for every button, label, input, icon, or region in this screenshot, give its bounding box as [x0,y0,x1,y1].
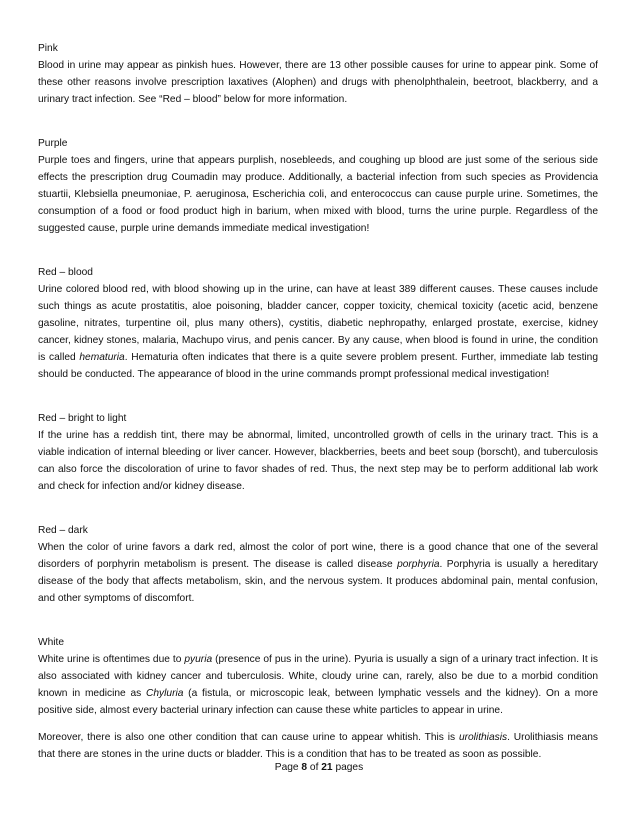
section-white [38,634,598,763]
section-paragraph: Purple toes and fingers, urine that appears purplish, nosebleeds, and coughing up blood are just some of the serious side effects the prescription drug Coumadin may produce. Additionally, a bacterial infection from such species as Providencia stuartii, Klebsiella pneumoniae, P. aeruginosa, Escherichia coli, and enterococcus can cause purple urine. Sometimes, the consumption of a food or food product high in barium, when mixed with blood, turns the urine purple. Regardless of the suggested cause, purple urine demands immediate medical investigation! [38,155,598,234]
text-run: Moreover, there is also one other condition that can cause urine to appear whitish. This is [38,732,459,743]
text-run: . Porphyria is usually a hereditary disease of the body that affects metabolism, skin, and the nervous system. It produces abdominal pain, mental confusion, and other symptoms of discomfort. [38,559,598,604]
section-paragraph [38,281,598,383]
footer-page-number: 8 [301,762,308,773]
text-run: When the color of urine favors a dark red, almost the color of port wine, there is a good chance that one of the several disorders of porphyrin metabolism is present. The disease is called disease [38,542,598,570]
document-page [38,40,598,790]
text-run: Urine colored blood red, with blood showing up in the urine, can have at least 389 different causes. These causes include such things as acute prostatitis, aloe poisoning, bladder cancer, copper toxicity, chemical toxicity (acetic acid, benzene gasoline, nitrates, turpentine oil, plus many others), cystitis, diabetic nephropathy, enlarged prostate, exercise, kidney cancer, kidney stones, malaria, Machupo virus, and penis cancer. By any cause, when blood is found in urine, the condition is called [38,284,598,363]
footer-prefix: Page [274,762,302,773]
text-run: White urine is oftentimes due to [38,654,185,665]
emphasis-term: porphyria [397,559,440,570]
section-paragraph [38,539,598,607]
section-pink [38,40,598,108]
section-paragraph [38,651,598,719]
section-heading: White [38,637,65,648]
emphasis-term: urolithiasis [458,732,508,743]
section-red-bright [38,410,598,495]
emphasis-term: hematuria [79,352,125,363]
footer-middle: of [307,762,322,773]
footer-suffix: pages [332,762,364,773]
section-heading: Pink [38,43,58,54]
section-paragraph [38,729,598,763]
page-footer [0,761,638,775]
section-red-blood [38,264,598,383]
section-purple [38,135,598,237]
section-paragraph: Blood in urine may appear as pinkish hues. However, there are 13 other possible causes for urine to appear pink. Some of these other reasons involve prescription laxatives (Alophen) and drugs with phenolphthalein, beetroot, blackberry, and a urinary tract infection. See “Red – blood” below for more information. [38,60,598,105]
text-run: (a fistula, or microscopic leak, between lymphatic vessels and the kidney). On a more positive side, almost every bacterial urinary infection can cause these white particles to appear in urine. [38,688,598,716]
section-heading: Red – bright to light [38,413,127,424]
emphasis-term: Chyluria [146,688,184,699]
section-heading: Red – blood [38,267,93,278]
section-paragraph: If the urine has a reddish tint, there may be abnormal, limited, uncontrolled growth of cells in the urinary tract. This is a viable indication of internal bleeding or liver cancer. However, blackberries, beets and beet soup (borscht), and tuberculosis can also force the discoloration of urine to favor shades of red. Thus, the next step may be to perform additional lab work and check for infection and/or kidney disease. [38,430,598,492]
text-run: . Urolithiasis means that there are stones in the urine ducts or bladder. This is a condition that has to be treated as soon as possible. [38,732,598,760]
section-heading: Purple [38,138,68,149]
section-red-dark [38,522,598,607]
emphasis-term: pyuria [184,654,213,665]
text-run: (presence of pus in the urine). Pyuria is usually a sign of a urinary tract infection. It is also associated with kidney cancer and tuberculosis. White, cloudy urine can, rarely, also be due to a morbid condition known in medicine as [38,654,598,699]
text-run: . Hematuria often indicates that there is a quite severe problem present. Further, immediate lab testing should be conducted. The appearance of blood in the urine commands prompt professional medical investigation! [38,352,599,380]
footer-total-pages: 21 [321,762,333,773]
section-heading: Red – dark [38,525,88,536]
